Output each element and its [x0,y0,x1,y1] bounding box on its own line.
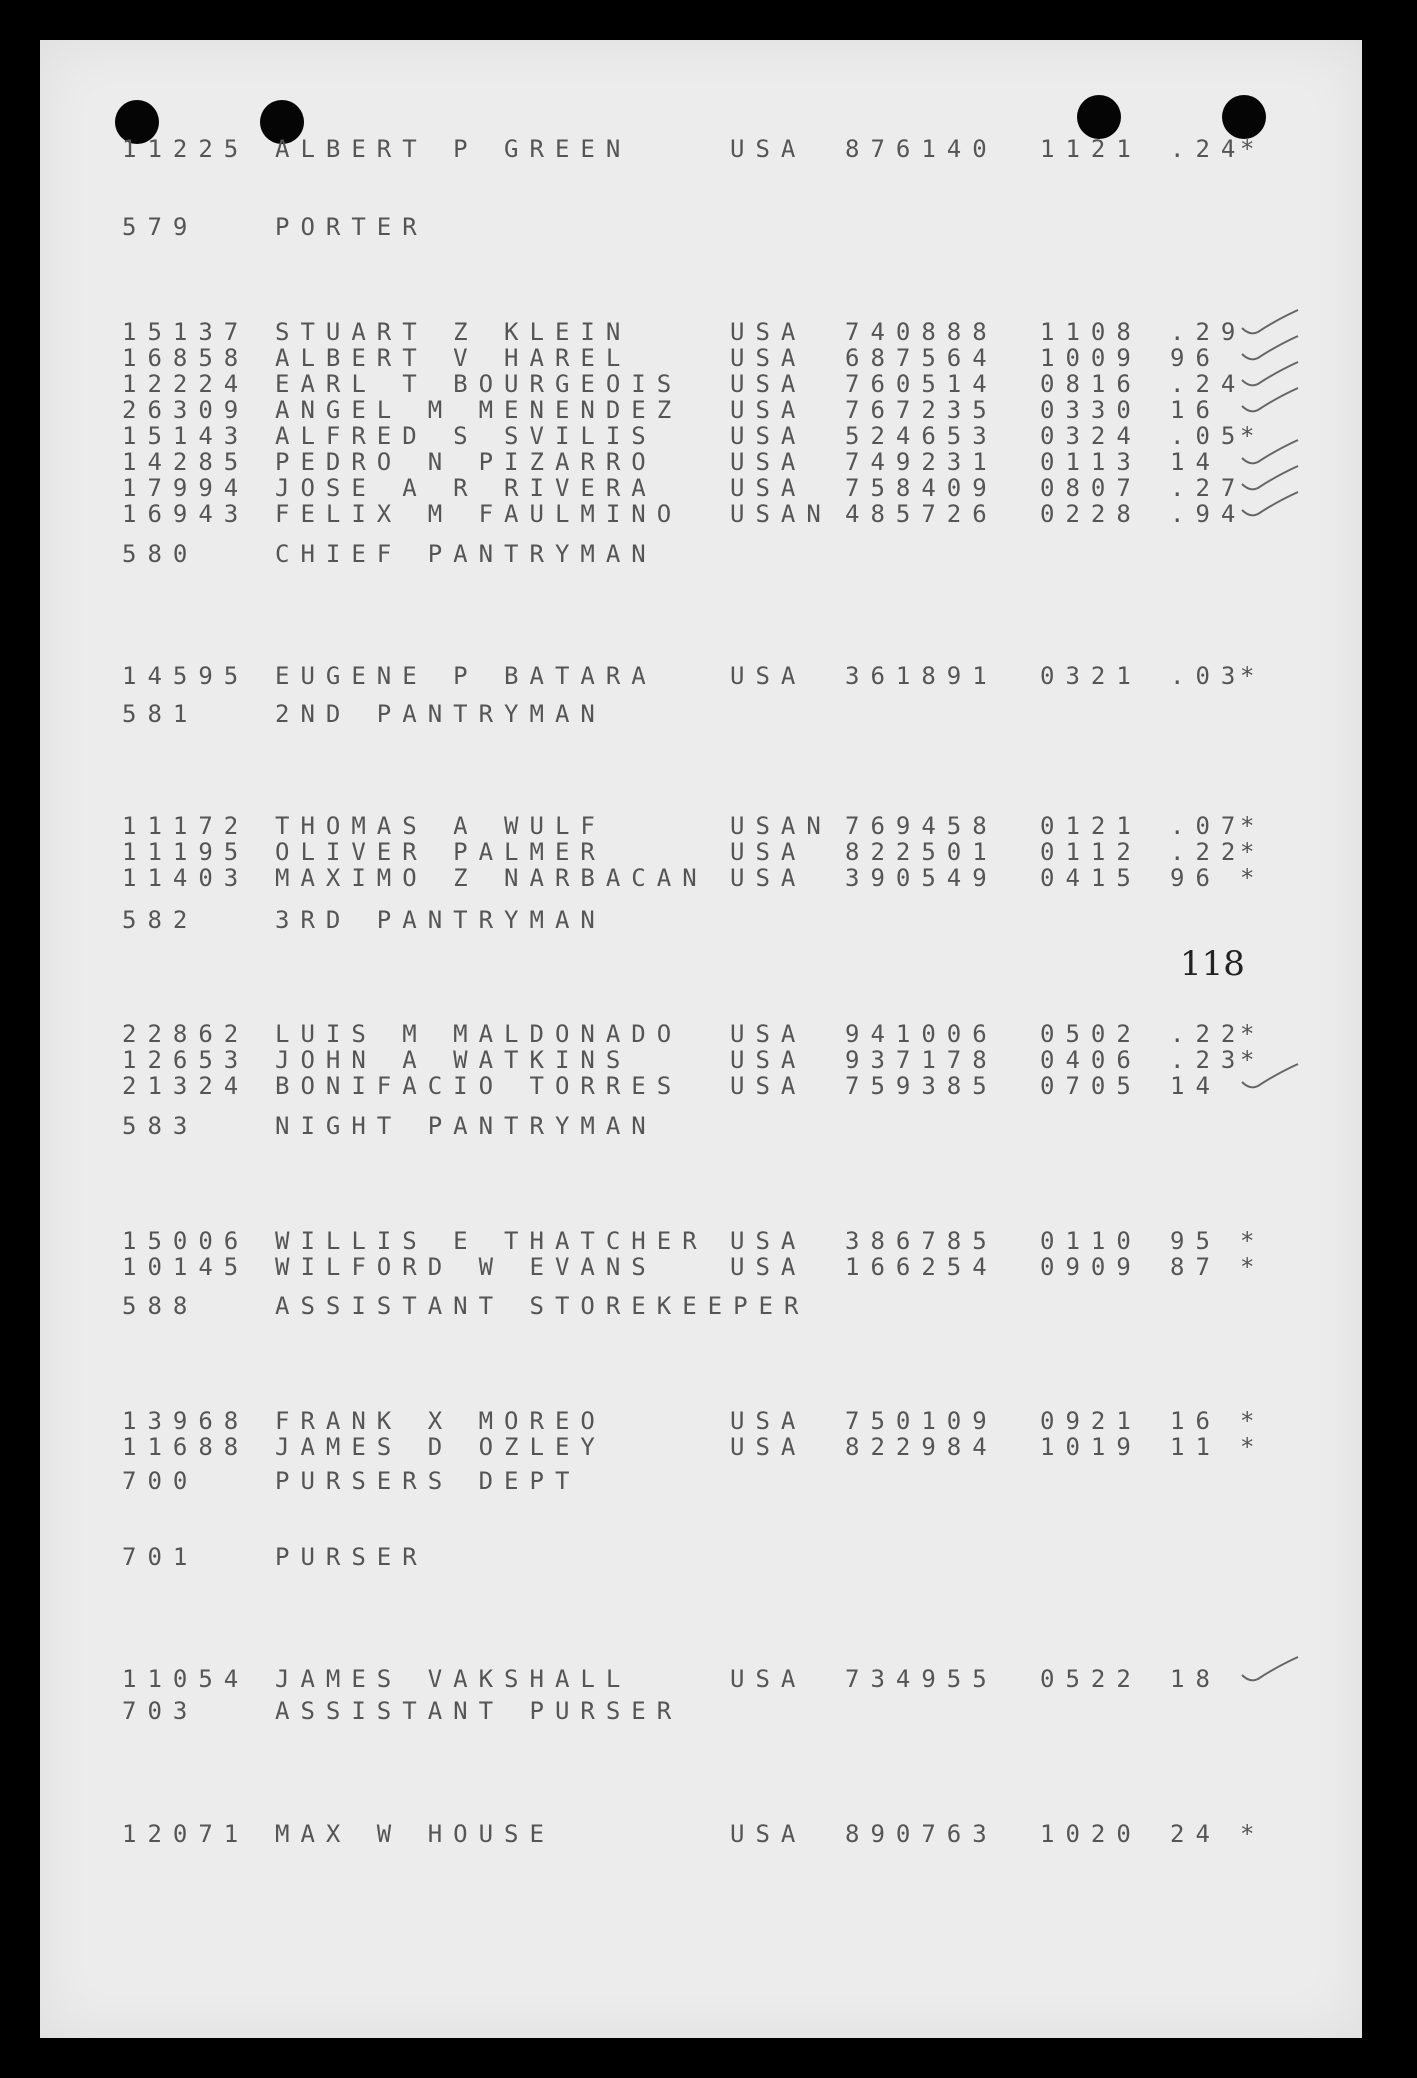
nationality: USA [730,1665,807,1693]
value: .07 [1170,812,1247,840]
crew-name: STUART Z KLEIN [275,318,632,346]
document-number: 767235 [845,396,998,424]
nationality: USA [730,1820,807,1848]
crew-name: BONIFACIO TORRES [275,1072,683,1100]
value: 95 [1170,1227,1221,1255]
crew-name: WILFORD W EVANS [275,1253,657,1281]
nationality: USA [730,474,807,502]
crew-id: 16858 [122,344,250,372]
section-title: PURSER [275,1543,428,1571]
value: .24 [1170,370,1247,398]
document-number: 750109 [845,1407,998,1435]
nationality: USAN [730,812,832,840]
document-number: 759385 [845,1072,998,1100]
table-row [40,1072,1362,1102]
document-number: 937178 [845,1046,998,1074]
page-number: 118 [1180,944,1245,984]
crew-id: 22862 [122,1020,250,1048]
value: .27 [1170,474,1247,502]
section-code: 703 [122,1697,199,1725]
nationality: USA [730,1227,807,1255]
nationality: USA [730,1046,807,1074]
asterisk-mark: * [1240,135,1266,163]
value: 96 [1170,344,1221,372]
table-row [40,1820,1362,1850]
asterisk-mark: * [1240,662,1266,690]
document-number: 386785 [845,1227,998,1255]
value: .94 [1170,500,1247,528]
crew-name: ALBERT P GREEN [275,135,632,163]
section-header [40,1543,1362,1573]
check-mark-icon [1240,1655,1300,1685]
date-code: 0112 [1040,838,1142,866]
crew-id: 15006 [122,1227,250,1255]
section-title: CHIEF PANTRYMAN [275,540,657,568]
crew-id: 15137 [122,318,250,346]
document-sheet [40,40,1362,2038]
punch-hole [1077,95,1121,139]
crew-name: FRANK X MOREO [275,1407,606,1435]
document-number: 361891 [845,662,998,690]
table-row [40,500,1362,530]
section-code: 583 [122,1112,199,1140]
table-row [40,1665,1362,1695]
section-header [40,1112,1362,1142]
crew-name: WILLIS E THATCHER [275,1227,708,1255]
section-title: 3RD PANTRYMAN [275,906,606,934]
nationality: USAN [730,500,832,528]
document-number: 760514 [845,370,998,398]
asterisk-mark: * [1240,1227,1266,1255]
crew-id: 26309 [122,396,250,424]
check-mark-icon [1240,490,1300,520]
section-title: ASSISTANT STOREKEEPER [275,1292,810,1320]
crew-id: 11172 [122,812,250,840]
crew-name: ANGEL M MENENDEZ [275,396,683,424]
crew-id: 11225 [122,135,250,163]
value: .23 [1170,1046,1247,1074]
crew-name: MAXIMO Z NARBACAN [275,864,708,892]
crew-id: 15143 [122,422,250,450]
section-title: PURSERS DEPT [275,1467,581,1495]
date-code: 0121 [1040,812,1142,840]
date-code: 1009 [1040,344,1142,372]
date-code: 0415 [1040,864,1142,892]
value: 14 [1170,1072,1221,1100]
crew-id: 11054 [122,1665,250,1693]
section-title: ASSISTANT PURSER [275,1697,683,1725]
asterisk-mark: * [1240,812,1266,840]
value: .05 [1170,422,1247,450]
document-number: 876140 [845,135,998,163]
nationality: USA [730,318,807,346]
nationality: USA [730,1433,807,1461]
section-code: 700 [122,1467,199,1495]
section-title: 2ND PANTRYMAN [275,700,606,728]
crew-name: OLIVER PALMER [275,838,606,866]
value: 14 [1170,448,1221,476]
value: 11 [1170,1433,1221,1461]
crew-name: JAMES VAKSHALL [275,1665,632,1693]
crew-id: 17994 [122,474,250,502]
date-code: 0705 [1040,1072,1142,1100]
section-title: PORTER [275,213,428,241]
document-number: 740888 [845,318,998,346]
nationality: USA [730,135,807,163]
section-header [40,1697,1362,1727]
date-code: 0816 [1040,370,1142,398]
crew-id: 11403 [122,864,250,892]
section-code: 579 [122,213,199,241]
crew-name: JAMES D OZLEY [275,1433,606,1461]
date-code: 0321 [1040,662,1142,690]
nationality: USA [730,344,807,372]
crew-name: PEDRO N PIZARRO [275,448,657,476]
value: 18 [1170,1665,1221,1693]
document-number: 749231 [845,448,998,476]
nationality: USA [730,1072,807,1100]
crew-name: EARL T BOURGEOIS [275,370,683,398]
document-number: 524653 [845,422,998,450]
date-code: 0228 [1040,500,1142,528]
value: .03 [1170,662,1247,690]
asterisk-mark: * [1240,1253,1266,1281]
section-code: 582 [122,906,199,934]
asterisk-mark: * [1240,1820,1266,1848]
date-code: 1108 [1040,318,1142,346]
date-code: 0406 [1040,1046,1142,1074]
table-row [40,135,1362,165]
value: 96 [1170,864,1221,892]
crew-id: 21324 [122,1072,250,1100]
date-code: 0330 [1040,396,1142,424]
crew-name: ALBERT V HAREL [275,344,632,372]
crew-name: LUIS M MALDONADO [275,1020,683,1048]
table-row [40,1433,1362,1463]
section-code: 580 [122,540,199,568]
punch-hole [1222,95,1266,139]
document-number: 890763 [845,1820,998,1848]
table-row [40,1253,1362,1283]
value: 16 [1170,1407,1221,1435]
asterisk-mark: * [1240,1020,1266,1048]
asterisk-mark: * [1240,1433,1266,1461]
document-number: 166254 [845,1253,998,1281]
check-mark-icon [1240,386,1300,416]
date-code: 0522 [1040,1665,1142,1693]
date-code: 0110 [1040,1227,1142,1255]
nationality: USA [730,448,807,476]
nationality: USA [730,1407,807,1435]
crew-id: 16943 [122,500,250,528]
check-mark-icon [1240,1062,1300,1092]
section-header [40,700,1362,730]
value: 24 [1170,1820,1221,1848]
date-code: 0909 [1040,1253,1142,1281]
document-number: 734955 [845,1665,998,1693]
date-code: 1121 [1040,135,1142,163]
section-header [40,1467,1362,1497]
date-code: 0921 [1040,1407,1142,1435]
crew-id: 12653 [122,1046,250,1074]
date-code: 0502 [1040,1020,1142,1048]
date-code: 0113 [1040,448,1142,476]
asterisk-mark: * [1240,864,1266,892]
date-code: 0324 [1040,422,1142,450]
value: .29 [1170,318,1247,346]
value: 87 [1170,1253,1221,1281]
table-row [40,864,1362,894]
crew-name: JOHN A WATKINS [275,1046,632,1074]
section-code: 588 [122,1292,199,1320]
asterisk-mark: * [1240,1046,1266,1074]
document-number: 822501 [845,838,998,866]
nationality: USA [730,422,807,450]
value: .22 [1170,1020,1247,1048]
value: .22 [1170,838,1247,866]
crew-id: 12224 [122,370,250,398]
date-code: 0807 [1040,474,1142,502]
crew-name: ALFRED S SVILIS [275,422,657,450]
section-header [40,213,1362,243]
table-row [40,662,1362,692]
nationality: USA [730,370,807,398]
section-header [40,906,1362,936]
crew-id: 11195 [122,838,250,866]
crew-id: 13968 [122,1407,250,1435]
section-code: 581 [122,700,199,728]
section-title: NIGHT PANTRYMAN [275,1112,657,1140]
nationality: USA [730,1020,807,1048]
document-number: 390549 [845,864,998,892]
crew-name: JOSE A R RIVERA [275,474,657,502]
crew-name: FELIX M FAULMINO [275,500,683,528]
crew-id: 14595 [122,662,250,690]
nationality: USA [730,838,807,866]
value: 16 [1170,396,1221,424]
crew-id: 14285 [122,448,250,476]
document-number: 941006 [845,1020,998,1048]
document-number: 485726 [845,500,998,528]
asterisk-mark: * [1240,838,1266,866]
section-header [40,1292,1362,1322]
section-code: 701 [122,1543,199,1571]
value: .24 [1170,135,1247,163]
crew-id: 11688 [122,1433,250,1461]
document-number: 822984 [845,1433,998,1461]
asterisk-mark: * [1240,422,1266,450]
crew-id: 10145 [122,1253,250,1281]
crew-name: MAX W HOUSE [275,1820,555,1848]
nationality: USA [730,864,807,892]
section-header [40,540,1362,570]
document-number: 769458 [845,812,998,840]
date-code: 1020 [1040,1820,1142,1848]
document-number: 687564 [845,344,998,372]
nationality: USA [730,396,807,424]
document-number: 758409 [845,474,998,502]
crew-id: 12071 [122,1820,250,1848]
nationality: USA [730,662,807,690]
crew-name: THOMAS A WULF [275,812,606,840]
date-code: 1019 [1040,1433,1142,1461]
nationality: USA [730,1253,807,1281]
crew-name: EUGENE P BATARA [275,662,657,690]
asterisk-mark: * [1240,1407,1266,1435]
